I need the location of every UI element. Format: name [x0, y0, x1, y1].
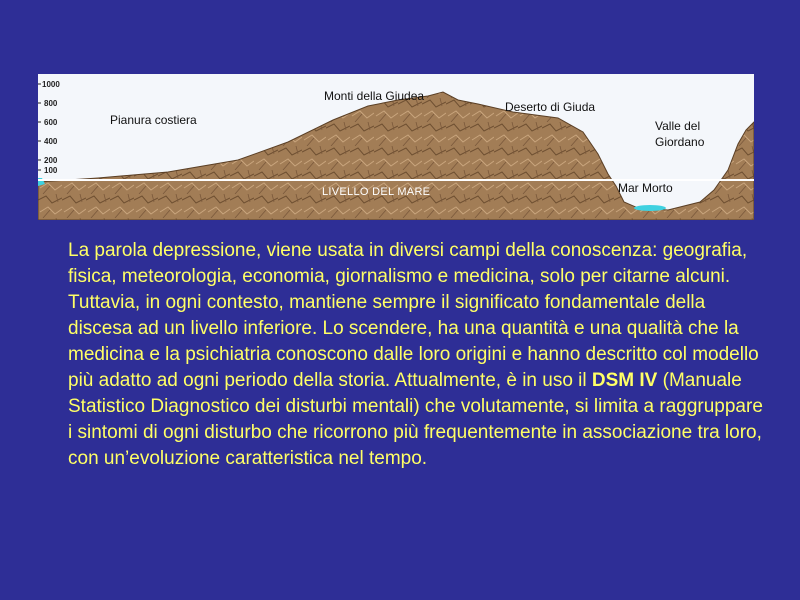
label-jordan-valley-line1: Valle del	[655, 119, 701, 133]
tick-100: 100	[44, 166, 58, 175]
tick-200: 200	[44, 156, 58, 165]
label-jordan-valley-line2: Giordano	[655, 135, 705, 149]
tick-400: 400	[44, 137, 58, 146]
label-dead-sea: Mar Morto	[618, 181, 673, 195]
dead-sea-water	[634, 205, 666, 211]
label-judean-mountains: Monti della Giudea	[324, 89, 425, 103]
tick-1000: 1000	[42, 80, 60, 89]
label-coastal-plain: Pianura costiera	[110, 113, 197, 127]
tick-800: 800	[44, 99, 58, 108]
tick-600: 600	[44, 118, 58, 127]
paragraph-text-start: La parola depressione, viene usata in diversi campi della conoscenza: geografia, fisica, meteorologia, economia, giornalismo e medicina, solo per citarne alcuni. Tuttavia, in ogni contesto, mantiene sempre il significato fondamentale della discesa ad un livello inferiore. Lo scendere, ha una quantità e una qualità che la medicina e la psichiatria conoscono dalle loro origini e hanno descritto col modello più adatto ad ogni periodo della storia. Attualmente, è in uso il	[68, 240, 759, 391]
paragraph-text-end: (Manuale Statistico Diagnostico dei disturbi mentali) che volutamente, si limita a raggruppare i sintomi di ogni disturbo che ricorrono più frequentemente in associazione tra loro, con un’evoluzione caratteristica nel tempo.	[68, 370, 763, 469]
terrain-profile-diagram	[38, 74, 754, 220]
dsm-iv-term: DSM IV	[591, 370, 658, 391]
label-judean-desert: Deserto di Giuda	[505, 100, 596, 114]
body-paragraph	[68, 238, 768, 472]
label-sea-level: LIVELLO DEL MARE	[322, 186, 431, 198]
